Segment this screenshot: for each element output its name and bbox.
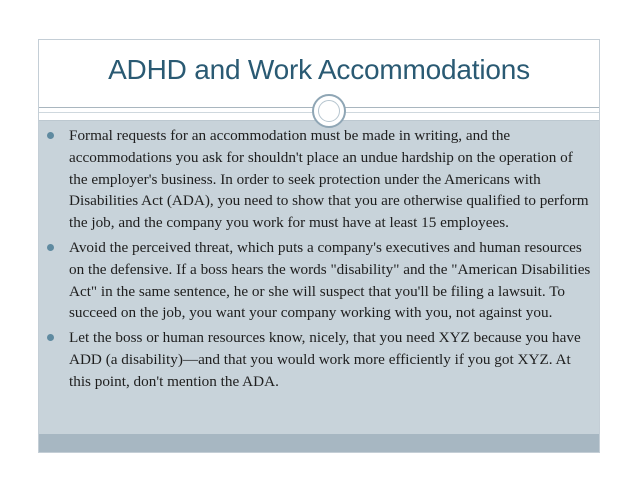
bullet-item xyxy=(69,125,591,234)
bullet-item xyxy=(69,237,591,324)
slide-title: ADHD and Work Accommodations xyxy=(108,54,530,85)
bullet-text: Avoid the perceived threat, which puts a company's executives and human resources on the defensive. If a boss hears the words "disability" and the "American Disabilities Act" in the same sentence, he or she will suspect that you'll be filing a lawsuit. To succeed on the job, you want your company working with you, not against you. xyxy=(69,238,591,322)
bullet-item xyxy=(69,327,591,392)
round-bullet-icon xyxy=(47,132,54,139)
bullet-text: Formal requests for an accommodation must be made in writing, and the accommodations you ask for shouldn't place an undue hardship on the operation of the employer's business. In order to seek protection under the Americans with Disabilities Act (ADA), you need to show that you are otherwise qualified to perform the job, and the company you work for must have at least 15 employees. xyxy=(69,127,589,232)
slide xyxy=(38,39,600,453)
ring-ornament-icon xyxy=(312,94,346,128)
bottom-bar xyxy=(39,434,599,453)
round-bullet-icon xyxy=(47,334,54,341)
bullet-list xyxy=(39,125,599,395)
round-bullet-icon xyxy=(47,244,54,251)
bullet-text: Let the boss or human resources know, nicely, that you need XYZ because you have ADD (a disability)—and that you would work more efficiently if you got XYZ. At this point, don't mention the ADA. xyxy=(69,329,581,390)
title-area xyxy=(39,40,599,102)
